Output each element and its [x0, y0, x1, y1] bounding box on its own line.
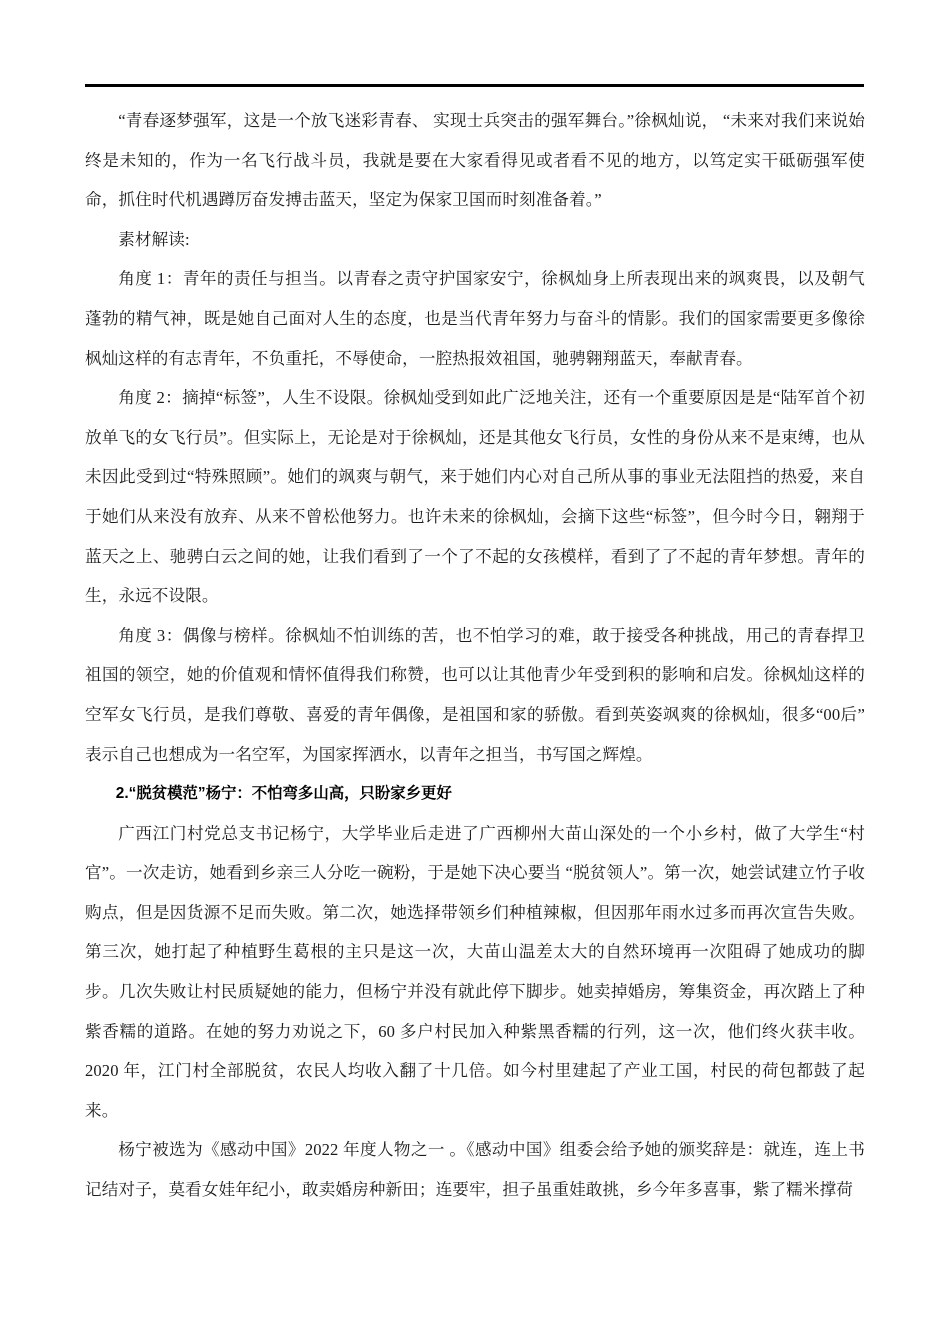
yangning-award-paragraph: 杨宁被选为《感动中国》2022 年度人物之一 。《感动中国》组委会给予她的颁奖辞是：就连，连上书记结对子，莫看女娃年纪小，敢卖婚房种新田；连要牢，担子虽重娃敢挑，乡今年多喜事，紫了糯米撑荷 — [85, 1140, 865, 1200]
yangning-story-paragraph: 广西江门村党总支书记杨宁，大学毕业后走进了广西柳州大苗山深处的一个小乡村，做了大学生“村官”。一次走访，她看到乡亲三人分吃一碗粉，于是她下决心要当 “脱贫领人”。第一次，她尝试建立竹子收购点，但是因货源不足而失败。第二次，她选择带领乡们种植辣椒，但因那年雨水过多而再次宣告失败。第三次，她打起了种植野生葛根的主只是这一次，大苗山温差太大的自然环境再一次阻碍了她成功的脚步。几次失败让村民质疑她的能力，但杨宁并没有就此停下脚步。她卖掉婚房，筹集资金，再次踏上了种紫香糯的道路。在她的努力劝说之下，60 多户村民加入种紫黑香糯的行列，这一次，他们终火获丰收。2020 年，江门村全部脱贫，农民人均收入翻了十几倍。如今村里建起了产业工国，村民的荷包都鼓了起来。 — [85, 823, 865, 1120]
section-heading-2: 2.“脱贫模范”杨宁：不怕弯多山高，只盼家乡更好 — [115, 785, 452, 803]
quote-paragraph: “青春逐梦强军，这是一个放飞迷彩青春、 实现士兵突击的强军舞台。”徐枫灿说， “未来对我们来说始终是未知的，作为一名飞行战斗员，我就是要在大家看得见或者看不见的地方，以笃定实干砥砺强军使命，抓住时代机遇蹲厉奋发搏击蓝天，坚定为保家卫国而时刻准备着。” — [85, 111, 865, 210]
header-divider-rule — [85, 84, 864, 87]
angle-1-paragraph: 角度 1：青年的责任与担当。以青春之责守护国家安宁，徐枫灿身上所表现出来的飒爽畏，以及朝气蓬勃的精气神，既是她自己面对人生的态度，也是当代青年努力与奋斗的情影。我们的国家需要更多像徐枫灿这样的有志青年，不负重托，不辱使命，一腔热报效祖国，驰骋翱翔蓝天，奉献青春。 — [85, 269, 865, 368]
angle-2-paragraph: 角度 2：摘掉“标签”，人生不设限。徐枫灿受到如此广泛地关注，还有一个重要原因是是“陆军首个初放单飞的女飞行员”。但实际上，无论是对于徐枫灿，还是其他女飞行员，女性的身份从来不是束缚，也从未因此受到过“特殊照顾”。她们的飒爽与朝气，来于她们内心对自己所从事的事业无法阻挡的热爱，来自于她们从来没有放弃、从来不曾松他努力。也许未来的徐枫灿，会摘下这些“标签”，但今时今日，翱翔于蓝天之上、驰骋白云之间的她，让我们看到了一个了不起的女孩模样，看到了了不起的青年梦想。青年的生，永远不设限。 — [85, 388, 865, 606]
document-body — [85, 101, 865, 1210]
angle-3-paragraph: 角度 3：偶像与榜样。徐枫灿不怕训练的苦，也不怕学习的难，敢于接受各种挑战，用己的青春捍卫祖国的领空，她的价值观和情怀值得我们称赞，也可以让其他青少年受到积的影响和启发。徐枫灿这样的空军女飞行员，是我们尊敬、喜爱的青年偶像，是祖国和家的骄傲。看到英姿飒爽的徐枫灿，很多“00后”表示自己也想成为一名空军，为国家挥洒水，以青年之担当，书写国之辉煌。 — [85, 625, 865, 764]
material-interpretation-label: 素材解读: — [118, 229, 190, 249]
